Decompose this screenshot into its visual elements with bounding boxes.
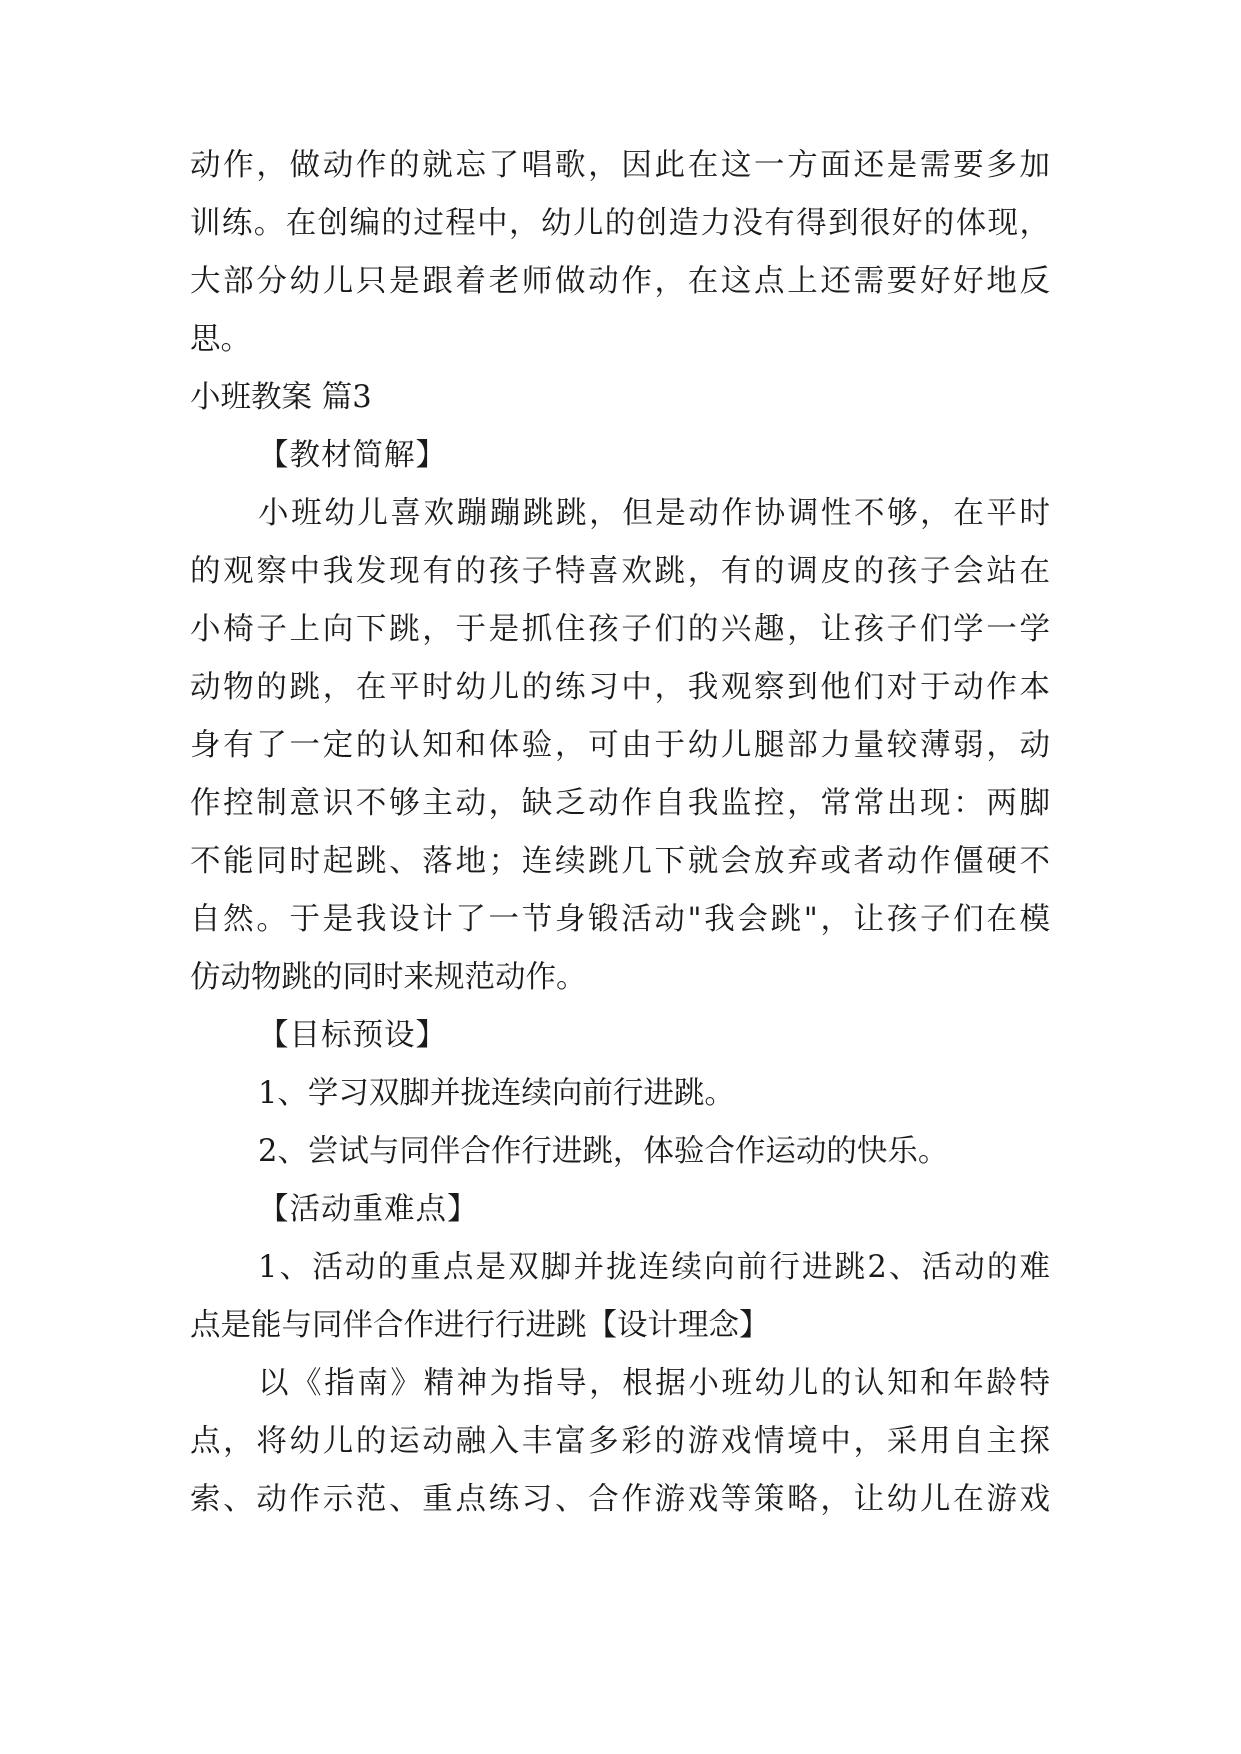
body-line: 作控制意识不够主动，缺乏动作自我监控，常常出现：两脚	[190, 786, 1050, 821]
section-title: 小班教案 篇3	[190, 380, 372, 415]
body-line: 点，将幼儿的运动融入丰富多彩的游戏情境中，采用自主探	[190, 1424, 1050, 1459]
list-item: 2、尝试与同伴合作行进跳，体验合作运动的快乐。	[258, 1134, 949, 1169]
list-item: 1、活动的重点是双脚并拢连续向前行进跳2、活动的难	[258, 1250, 1050, 1285]
body-line: 动物的跳，在平时幼儿的练习中，我观察到他们对于动作本	[190, 670, 1050, 705]
list-item: 1、学习双脚并拢连续向前行进跳。	[258, 1076, 735, 1111]
body-line: 小椅子上向下跳，于是抓住孩子们的兴趣，让孩子们学一学	[190, 612, 1050, 647]
body-line: 身有了一定的认知和体验，可由于幼儿腿部力量较薄弱，动	[190, 728, 1050, 763]
section-heading: 【教材简解】	[258, 438, 447, 473]
paragraph-first-line: 小班幼儿喜欢蹦蹦跳跳，但是动作协调性不够，在平时	[258, 496, 1050, 531]
body-line: 点是能与同伴合作进行行进跳【设计理念】	[190, 1308, 770, 1343]
body-line: 思。	[190, 322, 251, 357]
section-heading: 【活动重难点】	[258, 1192, 479, 1227]
body-line: 自然。于是我设计了一节身锻活动"我会跳"，让孩子们在模	[190, 902, 1050, 937]
body-line: 大部分幼儿只是跟着老师做动作，在这点上还需要好好地反	[190, 264, 1050, 299]
body-line: 不能同时起跳、落地；连续跳几下就会放弃或者动作僵硬不	[190, 844, 1050, 879]
section-heading: 【目标预设】	[258, 1018, 447, 1053]
body-line: 动作，做动作的就忘了唱歌，因此在这一方面还是需要多加	[190, 148, 1050, 183]
body-line: 的观察中我发现有的孩子特喜欢跳，有的调皮的孩子会站在	[190, 554, 1050, 589]
paragraph-first-line: 以《指南》精神为指导，根据小班幼儿的认知和年龄特	[258, 1366, 1050, 1401]
body-line: 索、动作示范、重点练习、合作游戏等策略，让幼儿在游戏	[190, 1482, 1050, 1517]
body-line: 训练。在创编的过程中，幼儿的创造力没有得到很好的体现，	[190, 206, 1050, 241]
body-line: 仿动物跳的同时来规范动作。	[190, 960, 587, 995]
